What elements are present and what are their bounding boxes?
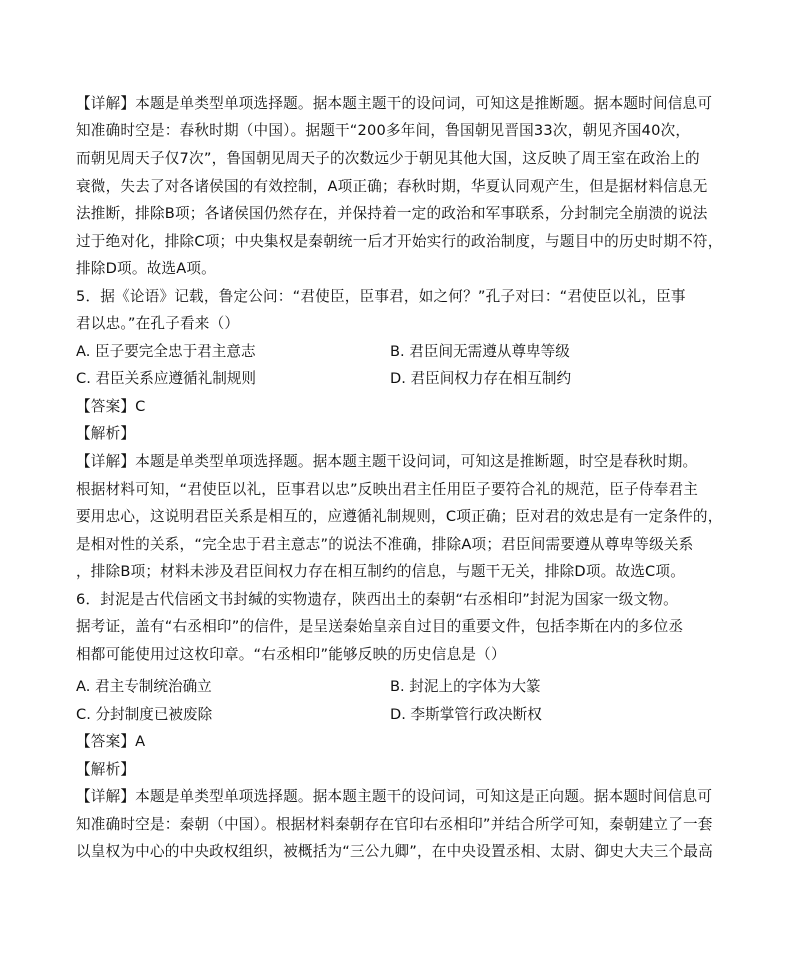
q5-stem-line: 君以忠。”在孔子看来（） <box>76 315 240 332</box>
q6-stem-line: 6．封泥是古代信函文书封缄的实物遗存，陕西出土的秦朝“右丞相印”封泥为国家一级文物。 <box>76 591 678 608</box>
q4-explain-line: 衰微，失去了对各诸侯国的有效控制，A项正确；春秋时期，华夏认同观产生，但是据材料信息无 <box>76 178 708 195</box>
q6-explain-line: 以皇权为中心的中央政权组织，被概括为“三公九卿”，在中央设置丞相、太尉、御史大夫三个最高 <box>76 843 713 860</box>
q6-explain-line: 【详解】本题是单类型单项选择题。据本题主题干的设问词，可知这是正向题。据本题时间信息可 <box>76 788 713 805</box>
q4-explain-line: 过于绝对化，排除C项；中央集权是秦朝统一后才开始实行的政治制度，与题目中的历史时期不符， <box>76 233 723 250</box>
q4-explain-line: 法推断，排除B项；各诸侯国仍然存在，并保持着一定的政治和军事联系，分封制完全崩溃的说法 <box>76 205 708 222</box>
q4-explain-line: 知准确时空是：春秋时期（中国）。据题干“200多年间，鲁国朝见晋国33次，朝见齐国40次， <box>76 122 691 139</box>
q5-explain-line: 【详解】本题是单类型单项选择题。据本题主题干设问词，可知这是推断题，时空是春秋时期。 <box>76 453 698 470</box>
q4-explain-line: 【详解】本题是单类型单项选择题。据本题主题干的设问词，可知这是推断题。据本题时间信息可 <box>76 95 713 112</box>
q5-option-c: C. 君臣关系应遵循礼制规则 <box>76 370 257 387</box>
q6-option-c: C. 分封制度已被废除 <box>76 706 213 723</box>
q4-explain-line: 排除D项。故选A项。 <box>76 260 216 277</box>
q4-explain-line: 而朝见周天子仅7次”，鲁国朝见周天子的次数远少于朝见其他大国，这反映了周王室在政治上的 <box>76 150 700 167</box>
q5-analysis-heading: 【解析】 <box>76 425 136 442</box>
q5-answer: 【答案】C <box>76 398 146 415</box>
q5-explain-line: ，排除B项；材料未涉及君臣间权力存在相互制约的信息，与题干无关，排除D项。故选C项。 <box>76 563 685 580</box>
q6-analysis-heading: 【解析】 <box>76 761 136 778</box>
q6-option-a: A. 君主专制统治确立 <box>76 678 212 695</box>
q6-stem-line: 据考证，盖有“右丞相印”的信件，是呈送秦始皇亲自过目的重要文件，包括李斯在内的多位丞 <box>76 618 684 635</box>
q5-explain-line: 要用忠心，这说明君臣关系是相互的，应遵循礼制规则，C项正确；臣对君的效忠是有一定条件的， <box>76 508 723 525</box>
q5-stem-line: 5．据《论语》记载，鲁定公问：“君使臣，臣事君，如之何？”孔子对曰：“君使臣以礼，臣事 <box>76 288 686 305</box>
q6-stem-line: 相都可能使用过这枚印章。“右丞相印”能够反映的历史信息是（） <box>76 646 506 663</box>
q6-answer: 【答案】A <box>76 733 146 750</box>
q5-option-a: A. 臣子要完全忠于君主意志 <box>76 343 256 360</box>
q5-explain-line: 根据材料可知，“君使臣以礼，臣事君以忠”反映出君主任用臣子要符合礼的规范，臣子侍奉君主 <box>76 481 699 498</box>
q6-option-b: B. 封泥上的字体为大篆 <box>390 678 541 695</box>
q5-option-b: B. 君臣间无需遵从尊卑等级 <box>390 343 570 360</box>
q6-option-d: D. 李斯掌管行政决断权 <box>390 706 542 723</box>
q5-option-d: D. 君臣间权力存在相互制约 <box>390 370 572 387</box>
q5-explain-line: 是相对性的关系，“完全忠于君主意志”的说法不准确，排除A项；君臣间需要遵从尊卑等级关系 <box>76 536 694 553</box>
q6-explain-line: 知准确时空是：秦朝（中国）。根据材料秦朝存在官印右丞相印”并结合所学可知，秦朝建立了一套 <box>76 816 713 833</box>
